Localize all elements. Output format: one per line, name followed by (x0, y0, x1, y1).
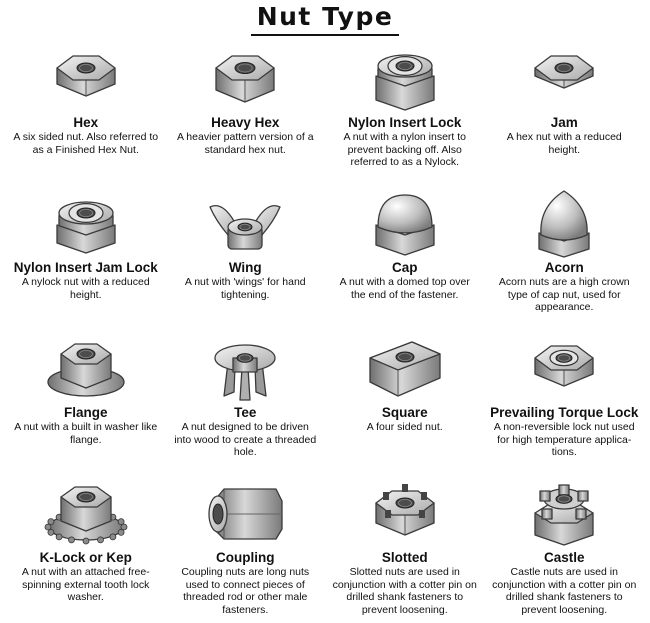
page-title: Nut Type (251, 2, 400, 36)
acorn-nut-icon (521, 187, 607, 259)
nut-description: Castle nuts are used in conjunction with a cotter pin on drilled shank fasteners to prevent loosening. (492, 566, 637, 616)
nut-card (325, 330, 485, 475)
title-wrapper (0, 2, 650, 36)
nut-description: Coupling nuts are long nuts used to connect pieces of threaded rod or other male fasteners. (181, 566, 310, 616)
nut-card (325, 475, 485, 620)
nut-description: A nut with 'wings' for hand tightening. (184, 276, 306, 301)
cap-nut-icon (362, 187, 448, 259)
nut-name: Hex (73, 115, 99, 130)
prevailing-torque-lock-nut-icon (521, 332, 607, 404)
nut-card (166, 475, 326, 620)
nut-card (166, 185, 326, 330)
nut-name: Acorn (544, 260, 584, 275)
nut-name: Castle (543, 550, 585, 565)
nut-description: A nylock nut with a reduced height. (21, 276, 150, 301)
hex-nut-icon (43, 42, 129, 114)
nut-card (6, 475, 166, 620)
nut-card (6, 185, 166, 330)
jam-nut-icon (521, 42, 607, 114)
nut-card (485, 40, 645, 185)
nut-card (6, 330, 166, 475)
nut-card (166, 330, 326, 475)
nut-name: Slotted (381, 550, 428, 565)
nut-description: A nut with a domed top over the end of the fastener. (339, 276, 470, 301)
nut-name: Nylon Insert Jam Lock (13, 260, 158, 275)
heavy-hex-nut-icon (202, 42, 288, 114)
nut-card (485, 475, 645, 620)
nut-name: Coupling (216, 550, 275, 565)
wing-nut-icon (202, 187, 288, 259)
nut-description: Slotted nuts are used in conjunction with a cotter pin on drilled shank fasteners to prevent loosening. (332, 566, 477, 616)
nut-card (325, 185, 485, 330)
slotted-nut-icon (362, 477, 448, 549)
k-lock-nut-icon (43, 477, 129, 549)
nut-description: A heavier pattern version of a standard hex nut. (176, 131, 314, 156)
square-nut-icon (362, 332, 448, 404)
nut-name: Wing (228, 260, 262, 275)
nut-name: Heavy Hex (211, 115, 280, 130)
nut-card (485, 185, 645, 330)
tee-nut-icon (202, 332, 288, 404)
nut-card (485, 330, 645, 475)
nut-description: A nut with a built in washer like flange. (14, 421, 158, 446)
nut-name: Cap (391, 260, 418, 275)
nut-card (325, 40, 485, 185)
nut-description: A non-reversible lock nut used for high temperature applica-tions. (493, 421, 635, 458)
nylon-insert-jam-lock-nut-icon (43, 187, 129, 259)
nut-name: Tee (234, 405, 257, 420)
nut-description: A hex nut with a reduced height. (506, 131, 622, 156)
nut-grid (6, 40, 644, 620)
nut-description: A nut with an attached free-spinning external tooth lock washer. (21, 566, 150, 603)
nut-description: A six sided nut. Also referred to as a Finished Hex Nut. (13, 131, 159, 156)
nut-name: Square (381, 405, 428, 420)
nut-description: A four sided nut. (366, 421, 443, 433)
nylon-insert-lock-nut-icon (362, 42, 448, 114)
castle-nut-icon (521, 477, 607, 549)
nut-name: Prevailing Torque Lock (490, 405, 639, 420)
flange-nut-icon (43, 332, 129, 404)
coupling-nut-icon (202, 477, 288, 549)
nut-description: A nut with a nylon insert to prevent backing off. Also referred to as a Nylock. (343, 131, 467, 168)
nut-card (166, 40, 326, 185)
nut-card (6, 40, 166, 185)
nut-description: A nut designed to be driven into wood to create a threaded hole. (174, 421, 317, 458)
nut-name: Flange (63, 405, 108, 420)
nut-name: Jam (550, 115, 578, 130)
nut-name: Nylon Insert Lock (348, 115, 462, 130)
nut-description: Acorn nuts are a high crown type of cap nut, used for appearance. (498, 276, 630, 313)
nut-name: K-Lock or Kep (39, 550, 132, 565)
